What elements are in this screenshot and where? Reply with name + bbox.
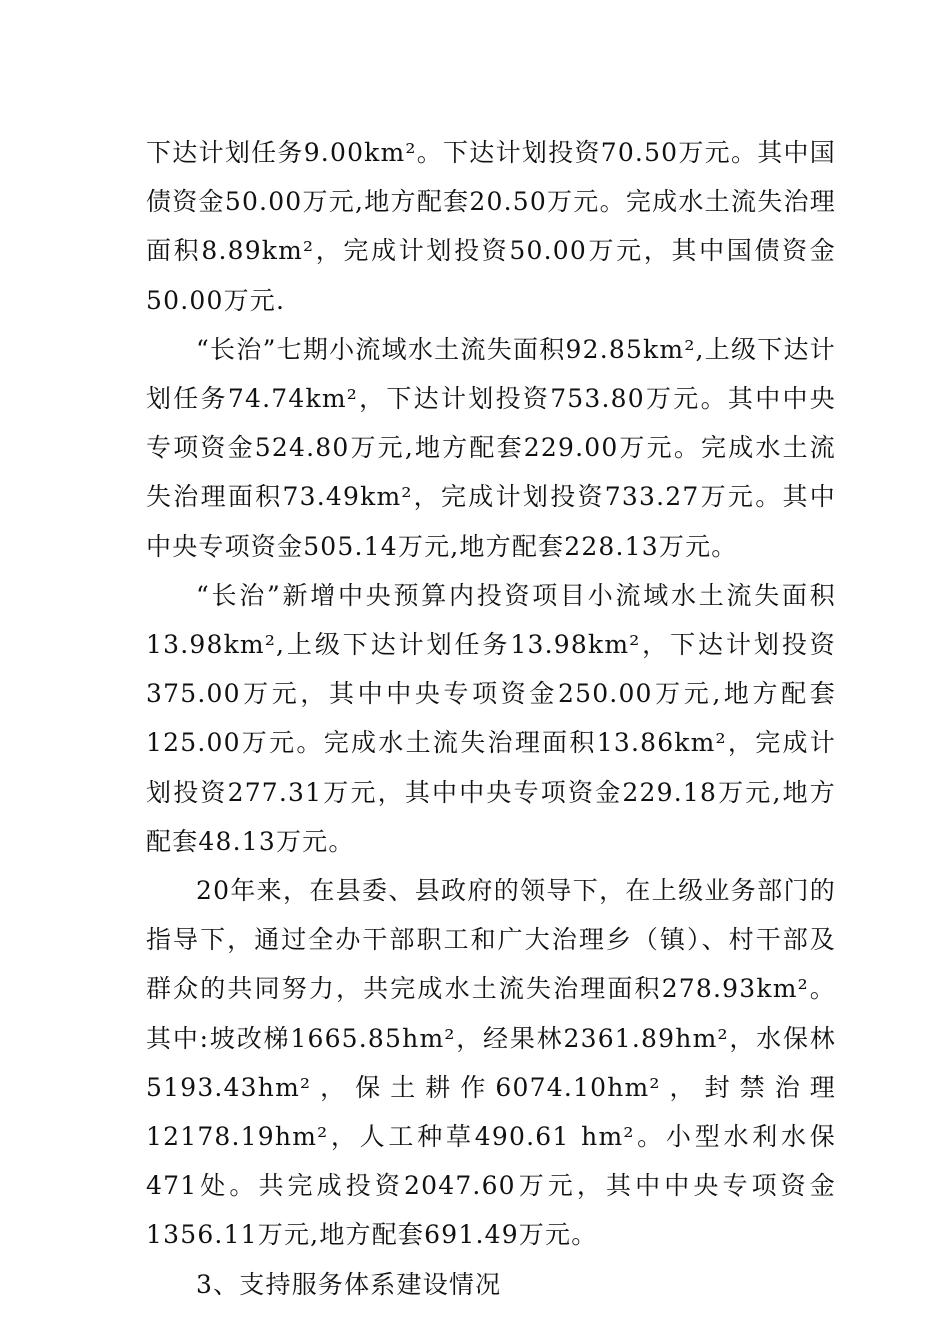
paragraph-changzhi-phase-seven: “长治”七期小流域水土流失面积92.85km²,上级下达计划任务74.74km²，下达计划投资753.80万元。其中中央专项资金524.80万元,地方配套229.00万元。完成水土流失治理面积73.49km²，完成计划投资733.27万元。其中中央专项资金505.14万元,地方配套228.13万元。 [146,334,836,561]
paragraph-changzhi-new-central-budget: “长治”新增中央预算内投资项目小流域水土流失面积13.98km²,上级下达计划任务13.98km²，下达计划投资375.00万元，其中中央专项资金250.00万元,地方配套125.00万元。完成水土流失治理面积13.86km²，完成计划投资277.31万元，其中中央专项资金229.18万元,地方配套48.13万元。 [146,580,836,856]
paragraph-national-debt-project: 下达计划任务9.00km²。下达计划投资70.50万元。其中国债资金50.00万元,地方配套20.50万元。完成水土流失治理面积8.89km²，完成计划投资50.00万元，其中国债资金50.00万元. [146,138,836,315]
section-heading-support-services: 3、支持服务体系建设情况 [196,1269,502,1299]
paragraph-twenty-year-summary: 20年来，在县委、县政府的领导下，在上级业务部门的指导下，通过全办干部职工和广大治理乡（镇）、村干部及群众的共同努力，共完成水土流失治理面积278.93km²。 其中:坡改梯1665.85hm²，经果林2361.89hm²，水保林5193.43hm²，保土耕作6074.10hm²，封禁治理12178.19hm²，人工种草490.61 hm²。小型水利水保471处。共完成投资2047.60万元，其中中央专项资金1356.11万元,地方配套691.49万元。 [146,876,836,1250]
document-body [146,128,836,1309]
